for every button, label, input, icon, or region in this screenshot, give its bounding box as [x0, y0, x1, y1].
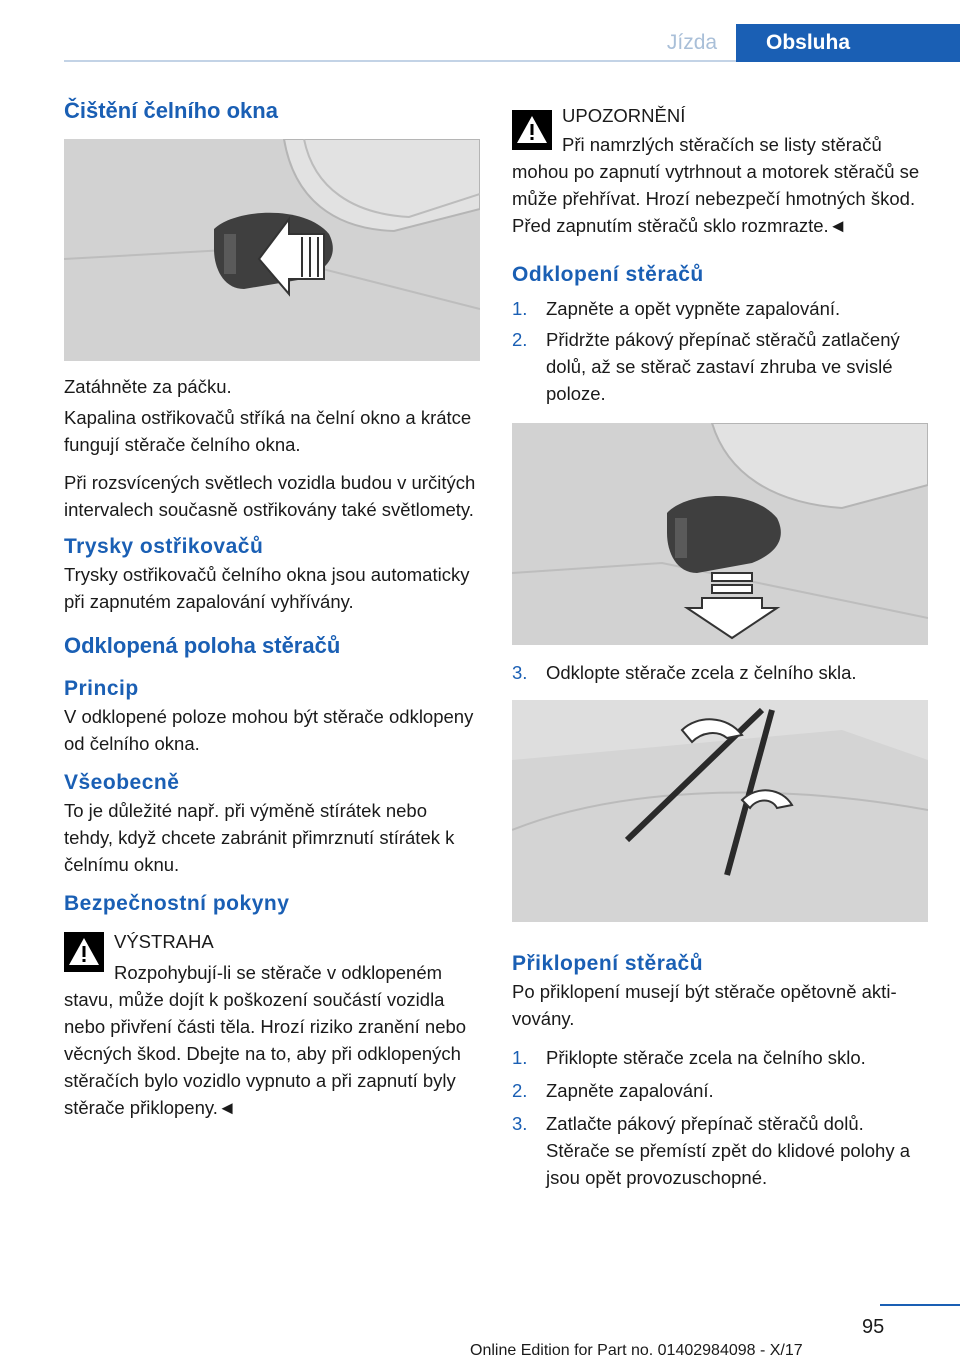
heading-folded-position: Odklopená poloha stěračů: [64, 633, 341, 658]
right-column: [512, 96, 928, 1191]
left-column: [64, 96, 480, 1121]
caution-label: UPOZORNĚNÍ: [562, 105, 686, 126]
list-item: 3. Odklopte stěrače zcela z čelního skla.: [512, 662, 857, 683]
list-item: 1. Přiklopte stěrače zcela na čelního sklo.: [512, 1047, 866, 1068]
heading-folding-out: Odklopení stěračů: [512, 263, 704, 286]
illustration-wiper-stalk-pull: [64, 139, 480, 361]
list-item: 2. Přidržte pákový přepínač stěračů zatlačený dolů, až se stěrač zastaví zhruba ve svislé poloze.: [512, 329, 900, 404]
text-pull-lever: Zatáhněte za páčku.: [64, 376, 232, 397]
list-item: 2. Zapněte zapalování.: [512, 1080, 714, 1101]
list-item: 1. Zapněte a opět vypněte zapalování.: [512, 298, 841, 319]
warning-text: Rozpohybují-li se stěrače v odklopeném stavu, může dojít k poškození součástí vozidla nebo přivření části těla. Hrozí riziko zranění nebo věcných škod. Dbejte na to, aby při odklopených stěračích bylo vozidlo vypnuto a při zapnutí byly stěrače přiklopeny.◄: [64, 962, 467, 1118]
text-principle: V odklopené poloze mohou být stěrače odklopeny od čelního okna.: [64, 706, 474, 754]
illustration-wipers-folded-out: [512, 700, 928, 922]
text-general: To je důležité např. při výměně stírátek nebo tehdy, když chcete zabránit přimrznutí stírátek k čelnímu oknu.: [64, 800, 455, 875]
steps-folding-out: [512, 295, 928, 407]
footer-edition: Online Edition for Part no. 01402984098 - X/17: [470, 1342, 803, 1359]
text-nozzles: Trysky ostřikovačů čelního okna jsou automaticky při zapnutém zapalování vyhřívány.: [64, 564, 470, 612]
illustration-wiper-stalk-push-down: [512, 423, 928, 645]
caution-block: [512, 96, 928, 129]
warning-label: VÝSTRAHA: [114, 931, 214, 952]
tab-drive[interactable]: Jízda: [666, 31, 718, 54]
heading-folding-in: Přiklopení stěračů: [512, 952, 704, 975]
warning-triangle-icon: [64, 932, 104, 972]
warning-triangle-icon: [512, 110, 552, 150]
steps-folding-in: [512, 1044, 928, 1191]
steps-folding-out-cont: [512, 659, 928, 686]
text-washer-fluid: Kapalina ostřikovačů stříká na čelní okno a krátce fungují stěrače čelního okna.: [64, 407, 472, 455]
page-number: 95: [862, 1316, 885, 1338]
heading-cleaning: Čištění čelního okna: [64, 98, 278, 123]
heading-safety: Bezpečnostní pokyny: [64, 892, 290, 915]
text-headlight-washing: Při rozsvícených světlech vozidla budou v určitých intervalech současně ostřikovány také světlomety.: [64, 472, 476, 520]
text-folding-in: Po přiklopení musejí být stěrače opětovně aktivovány.: [512, 981, 897, 1029]
warning-block: [64, 928, 480, 955]
heading-general: Všeobecně: [64, 771, 180, 794]
footer-rule: [880, 1304, 960, 1306]
tab-operation[interactable]: Obsluha: [736, 24, 960, 62]
caution-text: Při namrzlých stěračích se listy stěračů mohou po zapnutí vytrhnout a motorek stěračů se může přehřívat. Hrozí nebezpečí hmotných škod. Před zapnutím stěračů sklo rozmrazte.◄: [512, 134, 920, 236]
heading-nozzles: Trysky ostřikovačů: [64, 535, 264, 558]
list-item: 3. Zatlačte pákový přepínač stěračů dolů. Stěrače se přemístí zpět do klidové polohy a jsou opět provozuschopné.: [512, 1113, 911, 1188]
heading-principle: Princip: [64, 677, 139, 700]
